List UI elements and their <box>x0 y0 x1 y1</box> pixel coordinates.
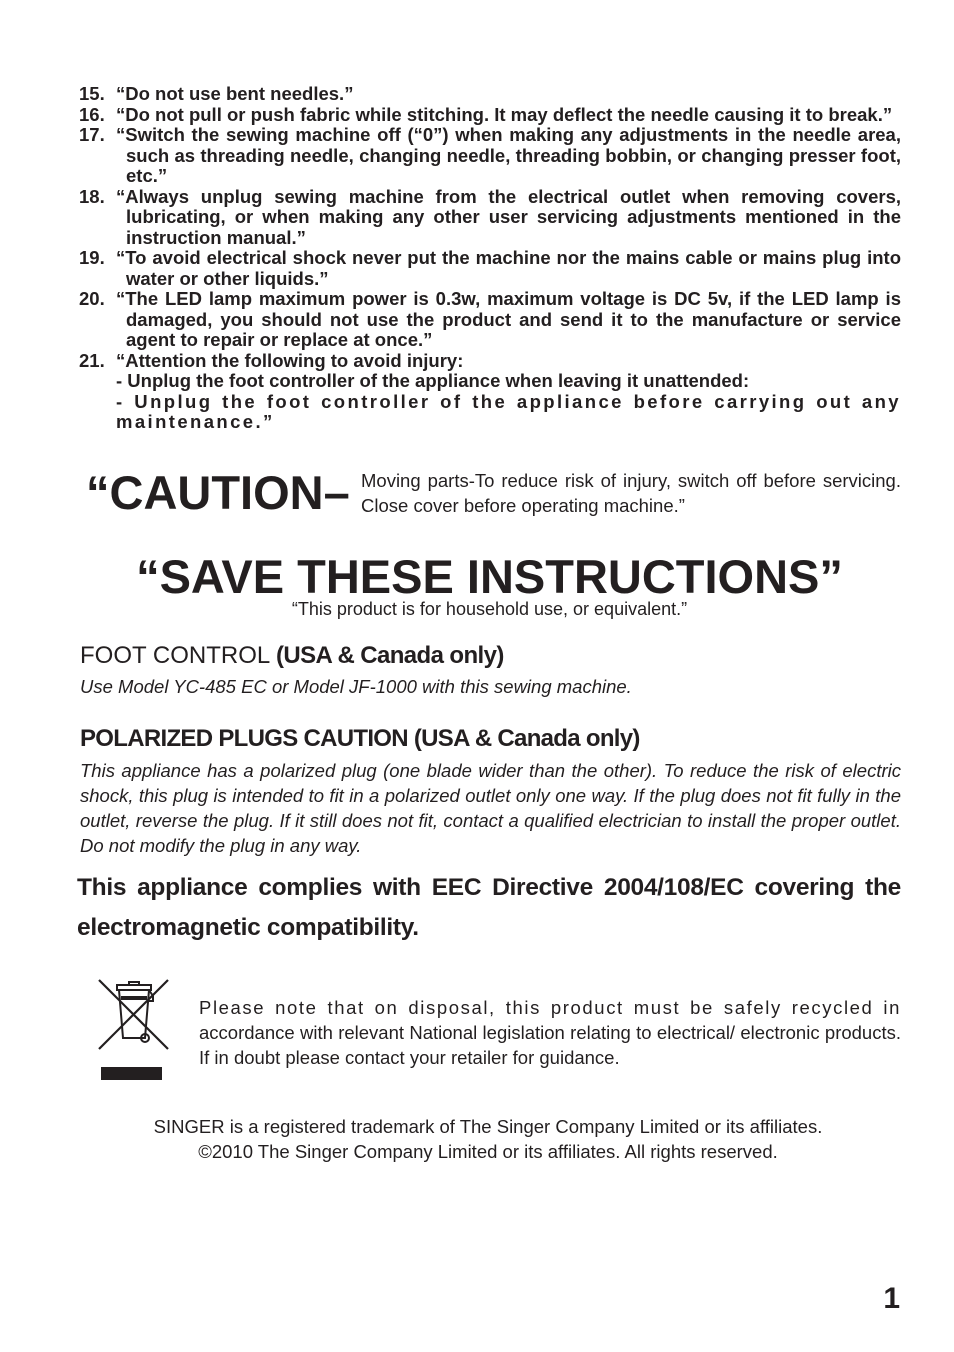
disposal-notice <box>199 995 901 1070</box>
item-number: 21. <box>79 349 105 371</box>
disposal-notice-first-line: Please note that on disposal, this product must be safely recycled in <box>199 997 901 1018</box>
item-text: “Switch the sewing machine off (“0”) when making any adjustments in the needle area, such as threading needle, changing needle, threading bobbin, or changing presser foot, etc.” <box>116 124 901 186</box>
eec-directive-statement: This appliance complies with EEC Directive 2004/108/EC covering the electromagnetic compatibility. <box>77 874 901 941</box>
item-number: 16. <box>79 103 105 125</box>
item-text: “The LED lamp maximum power is 0.3w, maximum voltage is DC 5v, if the LED lamp is damaged, you should not use the product and send it to the manufacture or service agent to repair or replace at once.” <box>116 288 901 350</box>
trademark-notice: SINGER is a registered trademark of The Singer Company Limited or its affiliates. <box>153 1116 823 1137</box>
item-sub-point: - Unplug the foot controller of the appliance when leaving it unattended: <box>116 370 750 391</box>
list-item <box>79 125 901 187</box>
item-number: 19. <box>79 247 105 268</box>
list-item <box>79 289 901 351</box>
list-item <box>79 84 901 105</box>
item-text: “Always unplug sewing machine from the electrical outlet when removing covers, lubricating, or when making any other user servicing adjustments mentioned in the instruction manual.” <box>116 185 901 248</box>
item-text: “Do not pull or push fabric while stitching. It may deflect the needle causing it to break.” <box>116 103 893 125</box>
item-sub-point: - Unplug the foot controller of the appliance before carrying out any maintenance.” <box>116 390 901 432</box>
household-use-note: “This product is for household use, or equivalent.” <box>291 599 688 619</box>
foot-control-title: FOOT CONTROL <box>80 642 270 669</box>
list-item <box>79 351 901 433</box>
item-text: “Do not use bent needles.” <box>116 83 354 104</box>
safety-instructions-list <box>79 84 901 433</box>
save-instructions-heading: “SAVE THESE INSTRUCTIONS” <box>136 550 843 603</box>
caution-heading: “CAUTION– <box>86 466 350 519</box>
item-number: 20. <box>79 288 105 309</box>
foot-control-heading <box>80 640 504 672</box>
page-number: 1 <box>883 1282 900 1315</box>
list-item <box>79 105 901 126</box>
caution-text: Moving parts-To reduce risk of injury, switch off before servicing. Close cover before operating machine.” <box>361 470 901 516</box>
crossed-out-wheelie-bin-icon <box>96 975 172 1085</box>
item-number: 17. <box>79 124 105 145</box>
disposal-notice-rest: accordance with relevant National legislation relating to electrical/ electronic products. If in doubt please contact your retailer for guidance. <box>199 1022 901 1068</box>
foot-control-text: Use Model YC-485 EC or Model JF-1000 with this sewing machine. <box>80 676 632 697</box>
item-lead-text: “Attention the following to avoid injury: <box>116 349 464 371</box>
polarized-plugs-text: This appliance has a polarized plug (one blade wider than the other). To reduce the risk of electric shock, this plug is intended to fit in a polarized outlet only one way. If the plug does not fit fully in the outlet, reverse the plug. If it still does not fit, contact a qualified electrician to install the proper outlet. Do not modify the plug in any way. <box>80 760 901 856</box>
trademark-footer <box>0 1114 954 1164</box>
foot-control-region: (USA & Canada only) <box>276 642 504 669</box>
polarized-plugs-heading: POLARIZED PLUGS CAUTION (USA & Canada only) <box>80 725 640 752</box>
item-text <box>116 351 901 433</box>
list-item <box>79 187 901 249</box>
item-number: 15. <box>79 83 105 104</box>
copyright-notice: ©2010 The Singer Company Limited or its affiliates. All rights reserved. <box>198 1141 778 1162</box>
list-item <box>79 248 901 289</box>
item-number: 18. <box>79 185 105 207</box>
item-text: “To avoid electrical shock never put the machine nor the mains cable or mains plug into water or other liquids.” <box>116 247 901 289</box>
